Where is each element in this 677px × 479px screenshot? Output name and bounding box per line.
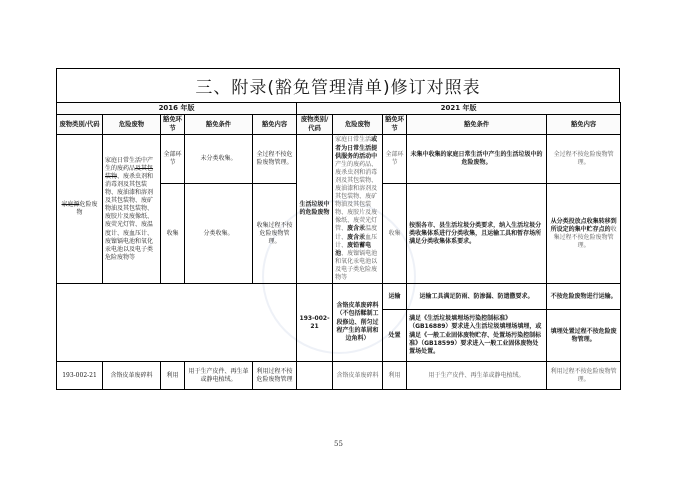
right-stage-cell: 全部环节: [383, 135, 407, 184]
content-text: 收集过程不按危险废物管理。: [553, 225, 617, 249]
left-condition-cell: 分类收集。: [185, 184, 253, 284]
right-waste-cell: [333, 135, 383, 284]
right-content-cell: 全过程不按危险废物管理。: [547, 135, 621, 184]
right-condition-cell: 用于生产皮件、再生革或静电植绒。: [407, 362, 547, 390]
waste-text: 家庭日常生活中产生的废药品: [105, 156, 154, 172]
right-content-cell: 利用过程不按危险废物管理。: [547, 362, 621, 390]
left-col-header: 废物类别/代码: [57, 115, 103, 135]
left-stage-cell: 收集: [161, 184, 185, 284]
left-stage-cell: 全部环节: [161, 135, 185, 184]
right-stage-cell: 收集: [383, 184, 407, 284]
left-stage-cell: 利用: [161, 362, 185, 390]
right-waste-cell: 含铬皮革废碎料: [333, 362, 383, 390]
page-title: 三、附录(豁免管理清单)修订对照表: [56, 68, 620, 102]
waste-text: 温度计、: [335, 225, 378, 241]
right-code-cell: 193-002-21: [297, 284, 333, 362]
added-text: 废含汞: [347, 225, 366, 233]
waste-text: 、废杀虫剂和消毒剂及其包装物、废油漆和溶剂及其包装物、废矿物油及其包装物、废胶片及废像纸、废荧光灯管、废温度计、废血压计、废镍镉电池和氧化汞电池以及电子类危险废物等: [105, 172, 154, 261]
left-col-header: 豁免环节: [161, 115, 185, 135]
added-text: 废含汞: [347, 233, 366, 241]
page-number: 55: [334, 440, 343, 448]
right-category-cell: 生活垃圾中的危险废物: [297, 135, 333, 284]
left-version-header: 2016 年版: [57, 103, 297, 115]
left-content-cell: 收集过程不按危险废物管理。: [253, 184, 297, 284]
left-waste-cell: [103, 135, 161, 284]
waste-text: 血压计、: [335, 233, 378, 249]
right-stage-cell: 利用: [383, 362, 407, 390]
right-col-header: 豁免环节: [383, 115, 407, 135]
deleted-text: 及其包装物: [105, 164, 154, 180]
right-condition-cell: 未集中收集的家庭日常生活中产生的生活垃圾中的危险废物。: [407, 135, 547, 184]
right-content-cell: 填埋处置过程不按危险废物管理。: [547, 310, 621, 362]
right-waste-cell: 含铬皮革废碎料（不包括鞣制工段修边、削匀过程产生的革屑和边角料）: [333, 284, 383, 362]
comparison-table: [56, 102, 621, 390]
right-stage-cell: 处置: [383, 310, 407, 362]
waste-text: 产生的废药品、废杀虫剂和消毒剂及其包装物、废油漆和溶剂及其包装物、废矿物油及其包装物、废胶片及废像纸、废荧光灯管、: [335, 160, 378, 233]
right-code-cell-empty: [297, 362, 333, 390]
right-content-cell: [547, 184, 621, 284]
left-condition-cell: 用于生产皮件、再生革或静电植绒。: [185, 362, 253, 390]
right-col-header: 豁免内容: [547, 115, 621, 135]
left-content-cell: 全过程不按危险废物管理。: [253, 135, 297, 184]
left-waste-cell: 含铬皮革废碎料: [103, 362, 161, 390]
right-col-header: 废物类别/代码: [297, 115, 333, 135]
deleted-text: 家庭源: [61, 201, 80, 209]
category-text: 危险废物: [76, 201, 98, 217]
waste-text: 、废镍镉电池和氧化汞电池以及电子类危险废物等: [335, 249, 378, 282]
right-condition-cell: 按照各市、县生活垃圾分类要求，纳入生活垃圾分类收集体系进行分类收集，且运输工具和暂存场所满足分类收集体系要求。: [407, 184, 547, 284]
added-text: 或者为日常生活提供服务的活动中: [335, 136, 378, 160]
left-col-header: 危险废物: [103, 115, 161, 135]
waste-text: 家庭日常生活: [335, 136, 372, 144]
right-condition-cell: 运输工具满足防雨、防渗漏、防遗撒要求。: [407, 284, 547, 310]
left-content-cell: 利用过程不按危险废物管理: [253, 362, 297, 390]
added-text: 废铅蓄电池: [335, 241, 372, 257]
right-col-header: 危险废物: [333, 115, 383, 135]
right-content-cell: 不按危险废物进行运输。: [547, 284, 621, 310]
right-condition-cell: 满足《生活垃圾填埋场污染控制标准》（GB16889）要求进入生活垃圾填埋场填埋，或满足《一般工业固体废物贮存、处置场污染控制标准》（GB18599）要求进入一般工业固体废物处置场处置。: [407, 310, 547, 362]
left-col-header: 豁免条件: [185, 115, 253, 135]
right-col-header: 豁免条件: [407, 115, 547, 135]
added-text: 从分类投放点收集转移到所设定的集中贮存点的: [550, 217, 617, 233]
left-empty-cell: [57, 284, 297, 362]
left-category-cell: [57, 135, 103, 284]
left-code-cell: 193-002-21: [57, 362, 103, 390]
right-stage-cell: 运输: [383, 284, 407, 310]
left-condition-cell: 未分类收集。: [185, 135, 253, 184]
right-version-header: 2021 年版: [297, 103, 621, 115]
left-col-header: 豁免内容: [253, 115, 297, 135]
